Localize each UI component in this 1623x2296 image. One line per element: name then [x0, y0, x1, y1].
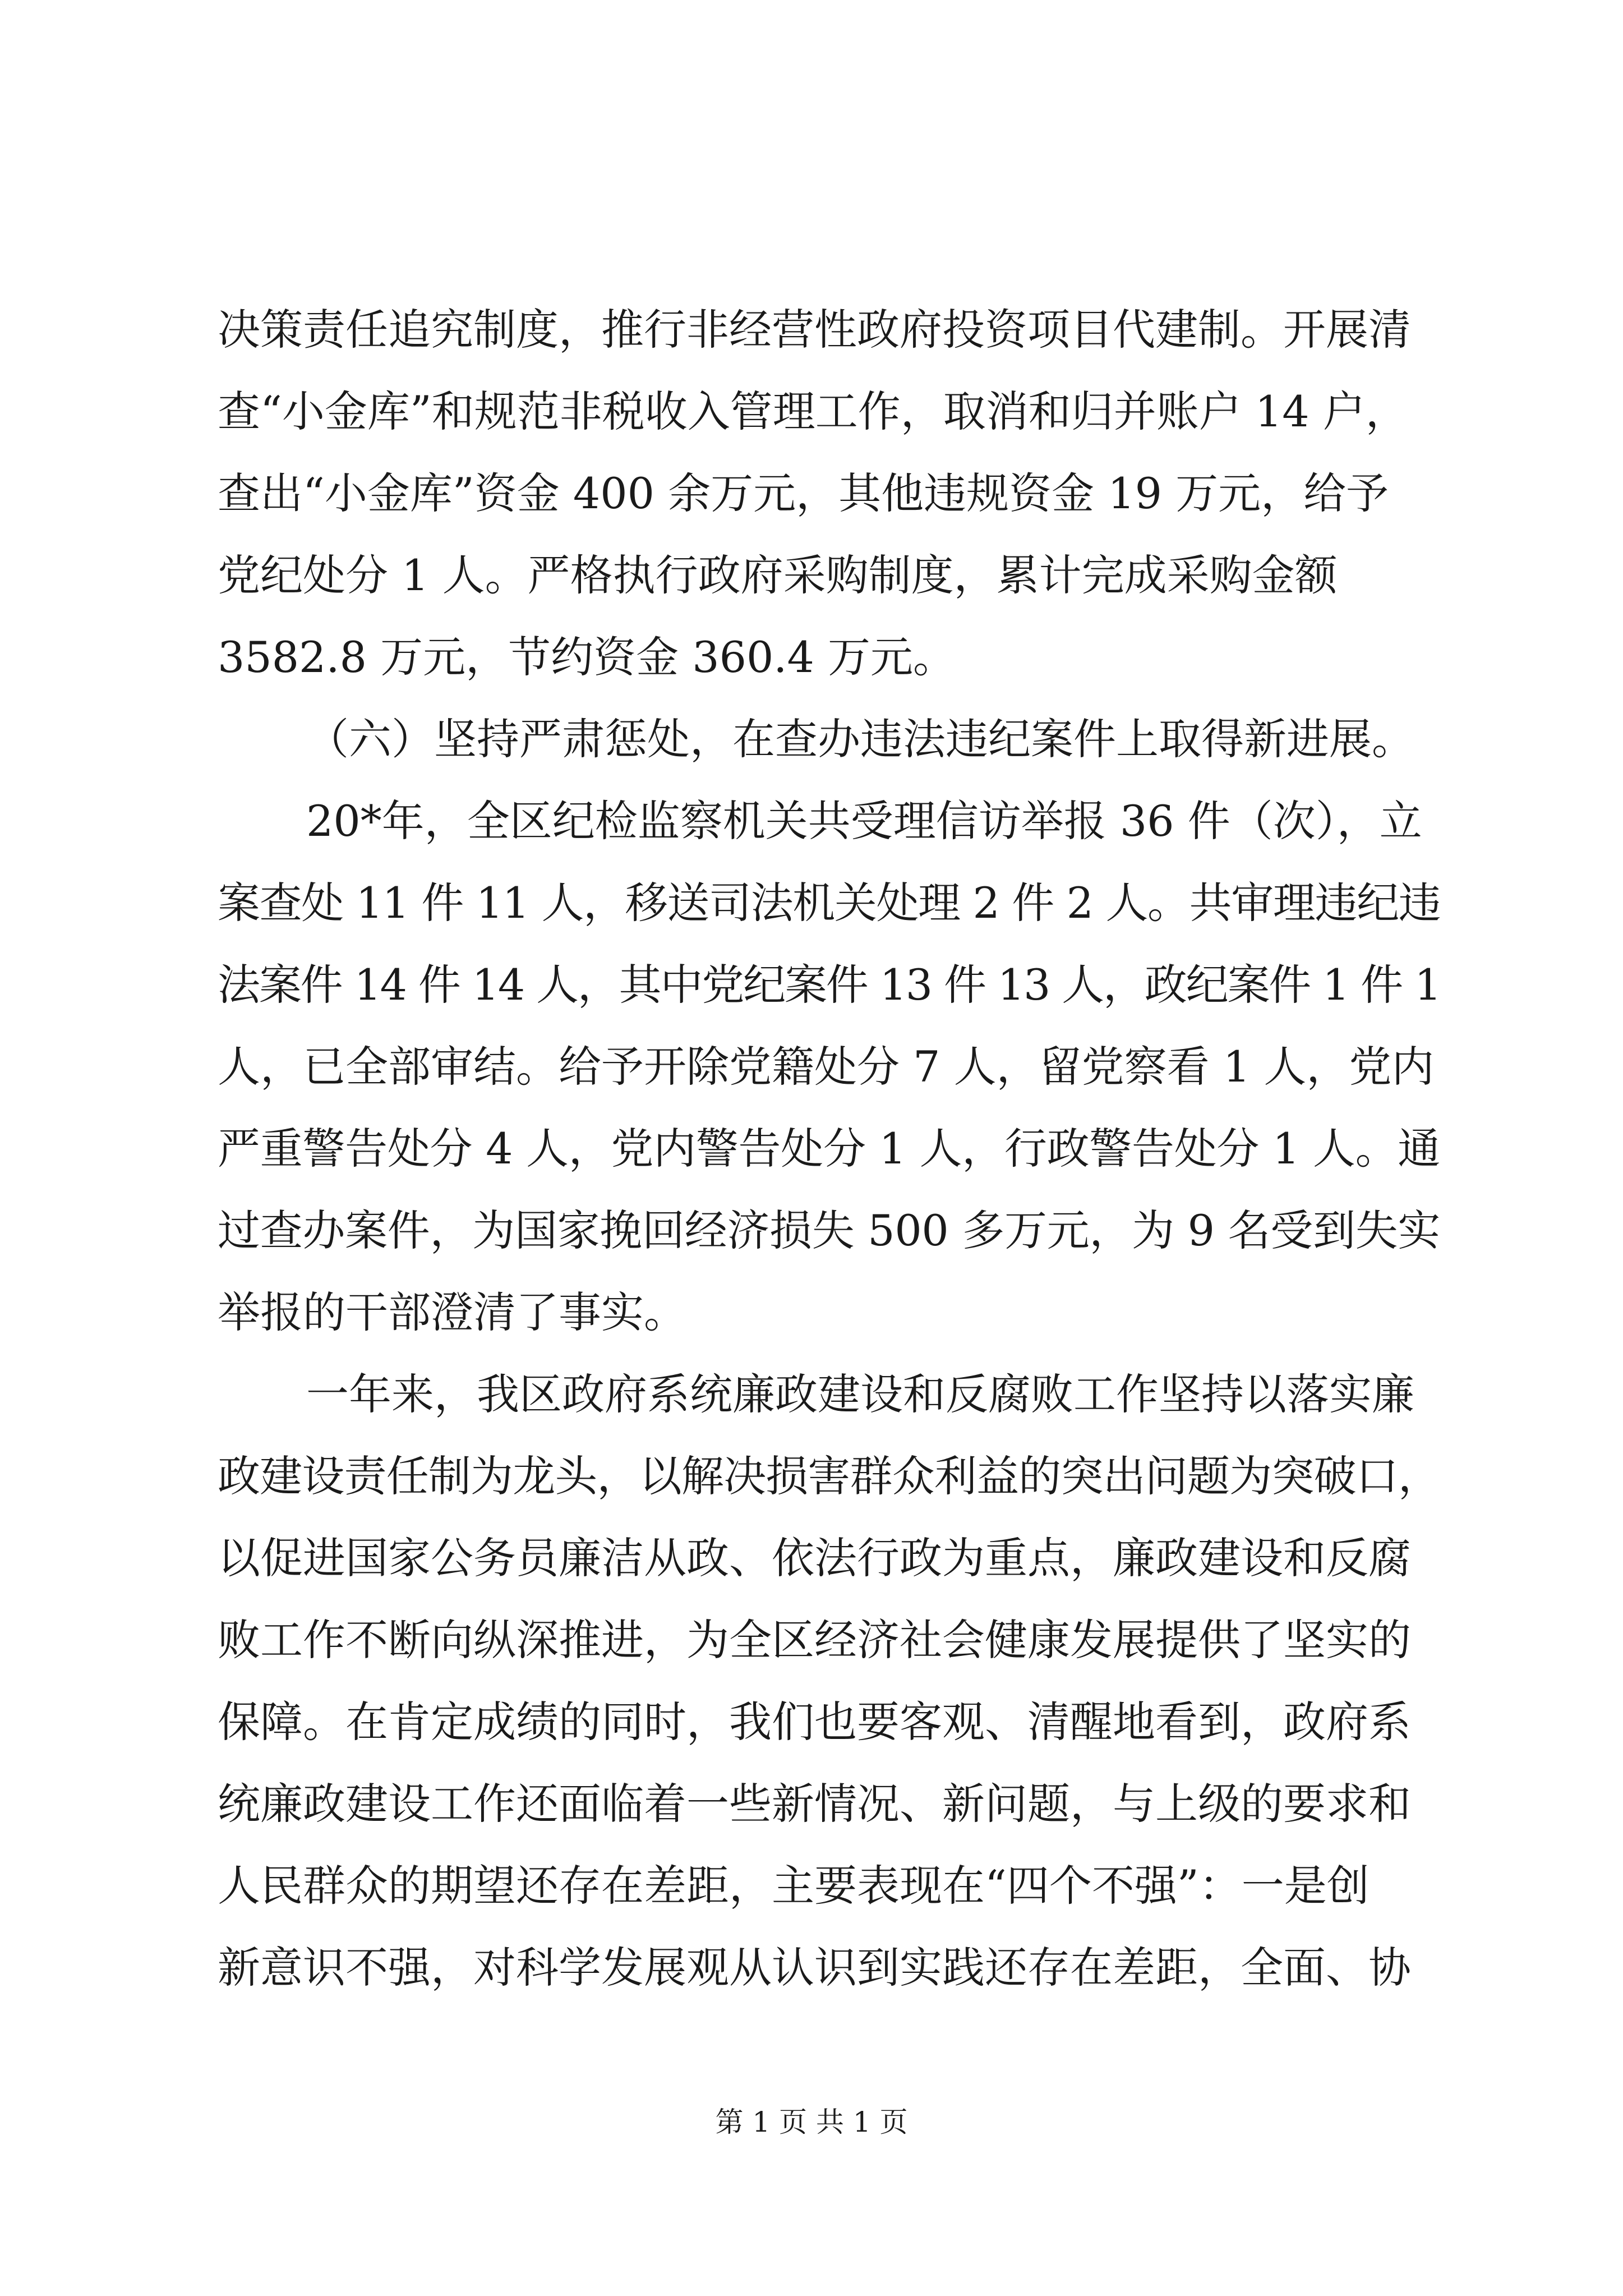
text-line: 新意识不强，对科学发展观从认识到实践还存在差距，全面、协: [218, 1943, 1411, 1993]
text-line: 一年来，我区政府系统廉政建设和反腐败工作坚持以落实廉: [306, 1369, 1414, 1419]
document-body: [218, 289, 1440, 2009]
text-line: 严重警告处分 4 人，党内警告处分 1 人，行政警告处分 1 人。通: [218, 1124, 1441, 1174]
text-line: 举报的干部澄清了事实。: [218, 1287, 686, 1337]
text-line: 案查处 11 件 11 人，移送司法机关处理 2 件 2 人。共审理违纪违: [218, 878, 1441, 928]
text-line: 3582.8 万元，节约资金 360.4 万元。: [218, 632, 956, 682]
text-line: 查“小金库”和规范非税收入管理工作，取消和归并账户 14 户，: [218, 386, 1408, 436]
text-line: 败工作不断向纵深推进，为全区经济社会健康发展提供了坚实的: [218, 1615, 1411, 1665]
text-line: （六）坚持严肃惩处，在查办违法违纪案件上取得新进展。: [306, 714, 1414, 764]
text-line: 以促进国家公务员廉洁从政、依法行政为重点，廉政建设和反腐: [218, 1533, 1411, 1583]
text-line: 统廉政建设工作还面临着一些新情况、新问题，与上级的要求和: [218, 1779, 1411, 1829]
text-line: 人，已全部审结。给予开除党籍处分 7 人，留党察看 1 人，党内: [218, 1042, 1435, 1092]
text-line: 查出“小金库”资金 400 余万元，其他违规资金 19 万元，给予: [218, 468, 1389, 518]
text-line: 决策责任追究制度，推行非经营性政府投资项目代建制。开展清: [218, 305, 1411, 355]
text-line: 政建设责任制为龙头，以解决损害群众利益的突出问题为突破口，: [218, 1451, 1440, 1501]
text-line: 保障。在肯定成绩的同时，我们也要客观、清醒地看到，政府系: [218, 1697, 1411, 1747]
text-line: 过查办案件，为国家挽回经济损失 500 多万元，为 9 名受到失实: [218, 1205, 1441, 1255]
text-line: 法案件 14 件 14 人，其中党纪案件 13 件 13 人，政纪案件 1 件 1: [218, 960, 1441, 1010]
page-footer: 第 1 页 共 1 页: [715, 2106, 908, 2138]
text-line: 党纪处分 1 人。严格执行政府采购制度，累计完成采购金额: [218, 550, 1338, 600]
text-line: 人民群众的期望还存在差距，主要表现在“四个不强”：一是创: [218, 1861, 1370, 1911]
text-line: 20*年，全区纪检监察机关共受理信访举报 36 件（次），立: [306, 796, 1422, 846]
